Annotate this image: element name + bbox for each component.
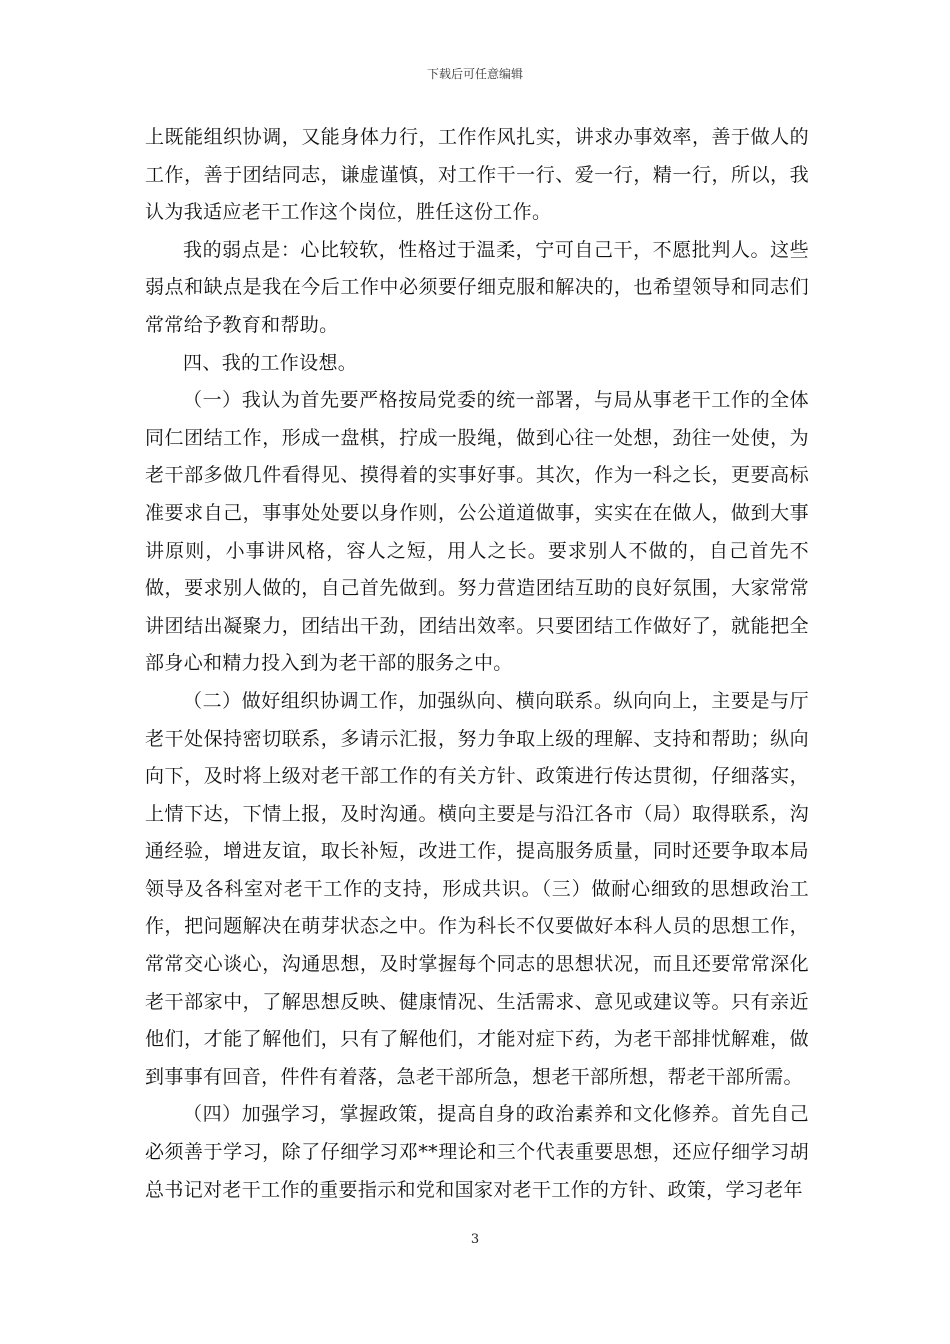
paragraph-item-4: （四）加强学习，掌握政策，提高自身的政治素养和文化修养。首先自己必须善于学习，除了仔细学习邓**理论和三个代表重要思想，还应仔细学习胡总书记对老干工作的重要指示和党和国家对老干工作的方针、政策，学习老年: [145, 1103, 809, 1201]
page-header: 下载后可任意编辑: [426, 67, 523, 81]
paragraph-item-2: （二）做好组织协调工作，加强纵向、横向联系。纵向向上，主要是与厅老干处保持密切联系，多请示汇报，努力争取上级的理解、支持和帮助；纵向向下，及时将上级对老干部工作的有关方针、政策进行传达贯彻，仔细落实，上情下达，下情上报，及时沟通。横向主要是与沿江各市（局）取得联系，沟通经验，增进友谊，取长补短，改进工作，提高服务质量，同时还要争取本局领导及各科室对老干工作的支持，形成共识。（三）做耐心细致的思想政治工作，把问题解决在萌芽状态之中。作为科长不仅要做好本科人员的思想工作，常常交心谈心，沟通思想，及时掌握每个同志的思想状况，而且还要常常深化老干部家中，了解思想反映、健康情况、生活需求、意见或建议等。只有亲近他们，才能了解他们，只有了解他们，才能对症下药，为老干部排忧解难，做到事事有回音，件件有着落，急老干部所急，想老干部所想，帮老干部所需。: [145, 689, 809, 1088]
paragraph-continuation: 上既能组织协调，又能身体力行，工作作风扎实，讲求办事效率，善于做人的工作，善于团结同志，谦虚谨慎，对工作干一行、爱一行，精一行，所以，我认为我适应老干工作这个岗位，胜任这份工作。: [145, 126, 809, 224]
document-body: [145, 119, 809, 1209]
paragraph-weakness: 我的弱点是：心比较软，性格过于温柔，宁可自己干，不愿批判人。这些弱点和缺点是我在今后工作中必须要仔细克服和解决的，也希望领导和同志们常常给予教育和帮助。: [145, 238, 809, 336]
section-heading: 四、我的工作设想。: [183, 351, 358, 374]
paragraph-item-1: （一）我认为首先要严格按局党委的统一部署，与局从事老干工作的全体同仁团结工作，形成一盘棋，拧成一股绳，做到心往一处想，劲往一处使，为老干部多做几件看得见、摸得着的实事好事。其次，作为一科之长，更要高标准要求自己，事事处处要以身作则，公公道道做事，实实在在做人，做到大事讲原则，小事讲风格，容人之短，用人之长。要求别人不做的，自己首先不做，要求别人做的，自己首先做到。努力营造团结互助的良好氛围，大家常常讲团结出凝聚力，团结出干劲，团结出效率。只要团结工作做好了，就能把全部身心和精力投入到为老干部的服务之中。: [145, 389, 809, 675]
page-number: 3: [470, 1232, 480, 1247]
